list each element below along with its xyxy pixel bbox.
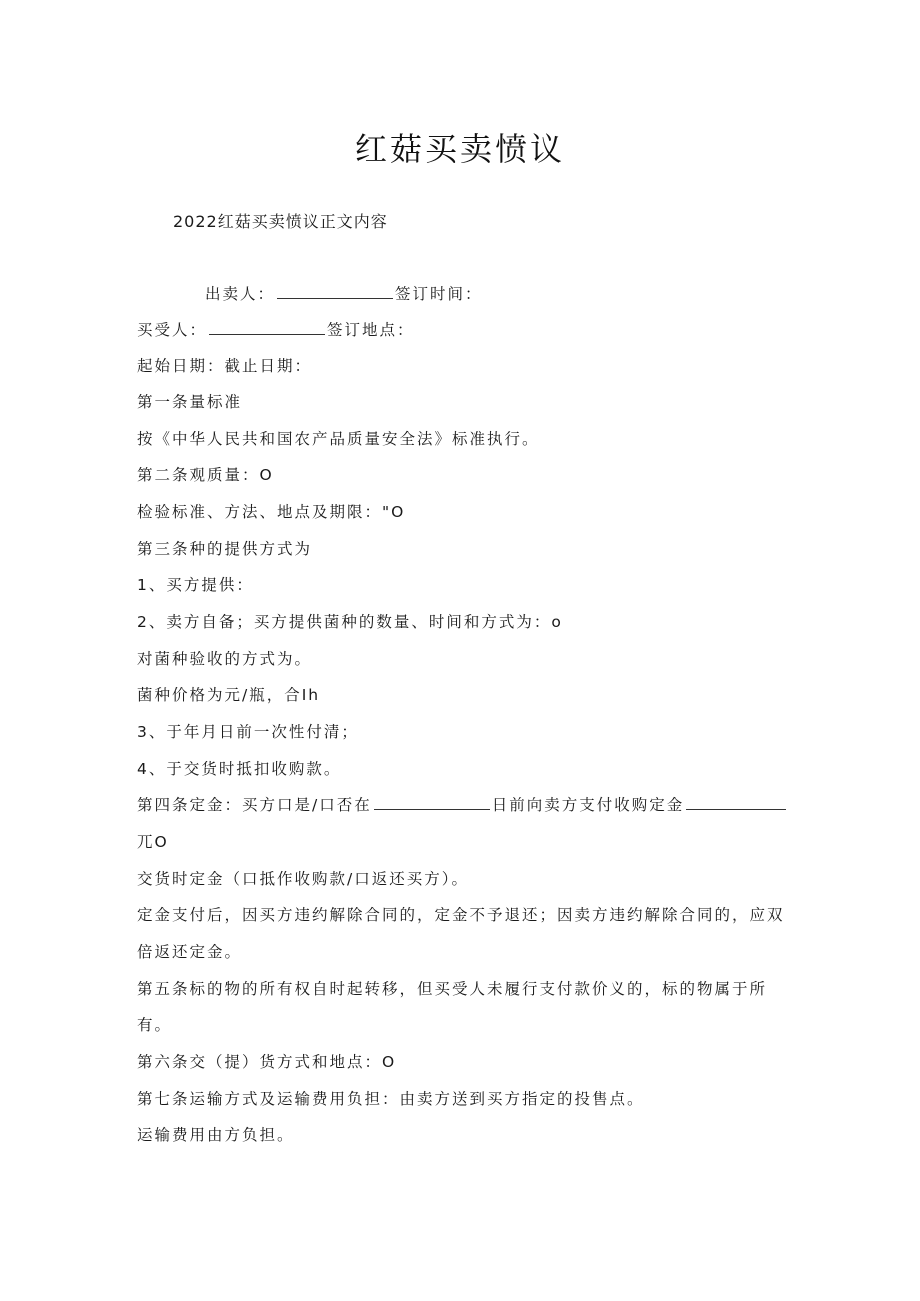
clause-3-accept: 对菌种验收的方式为。	[137, 650, 313, 668]
clause-3-item-1: 1、买方提供：	[137, 576, 254, 594]
clause-4-rule-line-2: 倍返还定金。	[137, 943, 243, 961]
clause-4-date-blank	[374, 795, 490, 810]
clause-3-price: 菌种价格为元/瓶，合Ih	[137, 686, 321, 704]
document-title: 红菇买卖愤议	[354, 130, 565, 168]
clause-4-part-1: 第四条定金：买方口是/口否在	[137, 796, 372, 814]
document-subtitle: 2022红菇买卖愤议正文内容	[173, 212, 388, 231]
clause-3-title: 第三条种的提供方式为	[137, 540, 313, 558]
buyer-label: 买受人：	[137, 321, 208, 339]
clause-5-line-1: 第五条标的物的所有权自时起转移，但买受人未履行支付款价义的，标的物属于所	[137, 980, 768, 998]
sign-time-label: 签订时间：	[395, 285, 483, 303]
clause-2-text: 检验标准、方法、地点及期限："O	[137, 503, 406, 521]
clause-5-line-2: 有。	[137, 1016, 173, 1034]
clause-6: 第六条交（提）货方式和地点：O	[137, 1053, 397, 1071]
clause-1-text: 按《中华人民共和国农产品质量安全法》标准执行。	[137, 430, 540, 448]
buyer-blank	[209, 320, 325, 335]
clause-2-title: 第二条观质量：O	[137, 466, 274, 484]
clause-3-item-4: 4、于交货时抵扣收购款。	[137, 760, 342, 778]
buyer-line	[137, 318, 415, 340]
clause-4-handling: 交货时定金（口抵作收购款/口返还买方）。	[137, 870, 469, 888]
clause-4-rule-line-1: 定金支付后，因买方违约解除合同的，定金不予退还；因卖方违约解除合同的，应双	[137, 906, 785, 924]
seller-line	[205, 282, 483, 304]
sign-place-label: 签订地点：	[327, 321, 415, 339]
seller-blank	[277, 284, 393, 299]
seller-label: 出卖人：	[205, 285, 276, 303]
clause-7: 第七条运输方式及运输费用负担：由卖方送到买方指定的投售点。	[137, 1090, 645, 1108]
clause-4-part-2: 日前向卖方支付收购定金	[491, 796, 685, 814]
clause-4-cont: 兀O	[137, 833, 169, 851]
clause-1-title: 第一条量标准	[137, 393, 243, 411]
clause-4-line	[137, 793, 788, 815]
dates-line: 起始日期：截止日期：	[137, 357, 313, 375]
clause-7-cost: 运输费用由方负担。	[137, 1126, 295, 1144]
clause-3-item-3: 3、于年月日前一次性付清；	[137, 723, 359, 741]
clause-3-item-2: 2、卖方自备；买方提供菌种的数量、时间和方式为：o	[137, 613, 563, 631]
clause-4-amount-blank	[686, 795, 786, 810]
